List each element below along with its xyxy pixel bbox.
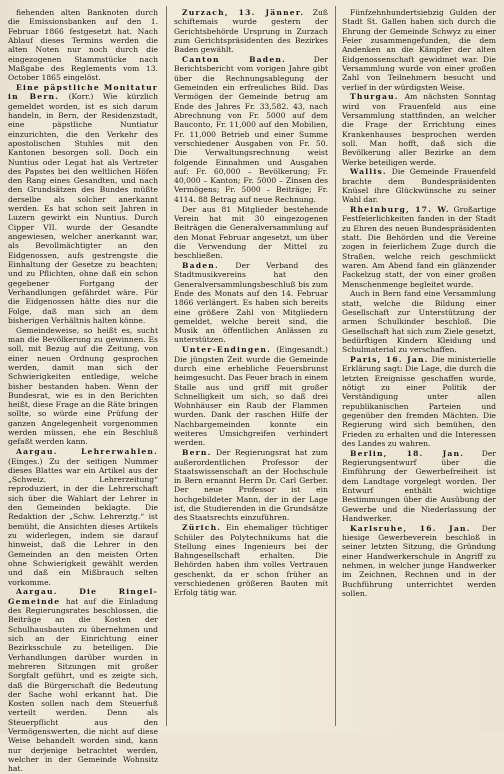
article-text: Die Gemeinde Frauenfeld brachte dem Bundespräsidenten Knüsel ihre Glückwünsche zu seiner Wahl dar. <box>342 167 496 205</box>
article-paragraph <box>174 205 328 261</box>
article-dateline: Berlin, 18. Jan. <box>350 448 465 458</box>
article-paragraph <box>342 289 496 354</box>
article-text: (Korr.) Wie kürzlich gemeldet worden, ist es sich darum handeln, in Bern, der Residenzstadt, eine päpstliche Nuntiatur einzurichten, die den Verkehr des apostolischen Stuhles mit den Kantonen besorgen soll. Doch ein Nuntius oder Legat hat als Vertreter des Papstes bei den weltlichen Höfen den Rang eines Gesandten, und nach den Grundsätzen des Bundes müßte derselbe als solcher anerkannt werden. Es hat schon seit Jahren in Luzern gewirkt ein Nuntius. Durch Cipper VII. wurde der Gesandte angewiesen, welcher anerkannt war, als Bevollmächtigter an den Eidgenossen, aufs gestrengste die Einhaltung der Gesetze zu beachten; und zu Pflichten, ohne daß ein schon gegebener Fortgang der Verhandlungen gefährdet wäre. Für die Eidgenossen hätte dies nur die Folge, daß man sich an dem bisherigen Verhältnis halten könne. <box>8 92 158 325</box>
column-divider <box>335 6 336 726</box>
article-text: Die ministerielle Erklärung sagt: Die Lage, die durch die letzten Ereignisse geschaffen wurde, nötigt zu einer Politik der Verständigung unter allen republikanischen Parteien und gegenüber den fremden Mächten. Die Regierung wird sich bemühen, den Frieden zu erhalten und die Interessen des Landes zu wahren. <box>342 355 496 448</box>
article-text: Fünfzehnhundertsiebzig Gulden der Stadt St. Gallen haben sich durch die Ehrung der Gemeinde Schwyz zu einer Feier zusammengefunden, die dem Andenken an die Kämpfer der alten Eidgenossenschaft gewidmet war. Die Versammlung wurde von einer großen Zahl von Teilnehmern besucht und verlief in der würdigsten Weise. <box>342 8 496 92</box>
article-paragraph <box>8 8 158 83</box>
column-divider <box>166 6 167 726</box>
article-dateline: Zurzach, 13. Jänner. <box>182 8 305 17</box>
article-paragraph <box>342 92 496 167</box>
article-column-1 <box>8 8 158 774</box>
article-text: Am nächsten Sonntag wird von Frauenfeld aus eine Versammlung stattfinden, an welcher die Frage der Errichtung eines Krankenhauses besprochen werden soll. Man hofft, daß sich die Bevölkerung aller Bezirke an dem Werke beteiligen werde. <box>342 92 496 167</box>
article-paragraph <box>342 167 496 204</box>
article-text: Der Regierungsrat hat zum außerordentlichen Professor der Staatswissenschaft an der Hochschule in Bern ernannt Herrn Dr. Carl Gerber. Der neue Professor ist ein hochgebildeter Mann, der in der Lage ist, die Studierenden in die Grundsätze des Staatsrechts einzuführen. <box>174 448 328 523</box>
article-paragraph <box>174 345 328 447</box>
article-dateline: Zürich. <box>182 523 222 533</box>
article-text: Zuß schiftemais wurde gestern der Gerichtsbehörde Ursprung in Zurzach zum Gerichtspräsidenten des Bezirkes Baden gewählt. <box>174 8 329 55</box>
article-dateline: Canton Baden. <box>182 55 286 65</box>
article-paragraph <box>8 326 158 447</box>
article-paragraph <box>342 524 496 599</box>
article-column-3 <box>342 8 496 724</box>
article-paragraph <box>8 83 158 325</box>
article-dateline: Rheinburg, 17. W. <box>350 205 450 215</box>
article-paragraph <box>174 261 328 345</box>
article-paragraph <box>342 205 496 289</box>
article-text: Gemeindeweise, so heißt es, sucht man die Bevölkerung zu gewinnen. Es soll, mit Bezug auf die Zeitung, von einer neuen Ordnung gesprochen werden, damit man sich der Schwierigkeiten entledige, welche bisher bestanden haben. Wenn der Bundesrat, wie es in den Berichten heißt, diese Frage an die Räte bringen sollte, so würde eine Prüfung der ganzen Angelegenheit vorgenommen werden müssen, ehe ein Beschluß gefaßt werden kann. <box>8 325 158 447</box>
article-paragraph <box>342 355 496 448</box>
article-text: Ein ehemaliger tüchtiger Schüler des Polytechnikums hat die Stellung eines Ingenieurs bei der Bahngesellschaft erhalten. Die Behörden haben ihm volles Vertrauen geschenkt, da er schon früher an verschiedenen größeren Bauten mit Erfolg tätig war. <box>174 523 328 598</box>
article-text: Der Berichtsbericht vom vorigen Jahre gibt über die Rechnungsablegung der Gemeinden ein erfreuliches Bild. Das Vermögen der Gemeinde betrug am Ende des Jahres Fr. 33,582. 43, nach Abrechnung von Fr. 5000 auf dem Bauconto, Fr. 11,000 auf den Mobilien, Fr. 11,000 Betrieb und einer Summe verschiedener Ausgaben von Fr. 50. Die Verwaltungsrechnung weist folgende Einnahmen und Ausgaben auf: Fr. 60,000 – Bevölkerung; Fr. 40,000 – Kanton; Fr. 5000 – Zinsen des Vermögens; Fr. 5000 – Beiträge; Fr. 4114. 88 Betrag auf neue Rechnung. <box>174 55 328 204</box>
article-paragraph <box>342 449 496 524</box>
article-text: Großartige Festfeierlichkeiten fanden in der Stadt zu Ehren des neuen Bundespräsidenten statt. Die Behörden und die Vereine zogen in feierlichem Zuge durch die Straßen, welche reich geschmückt waren. Am Abend fand ein glänzender Fackelzug statt, der von einer großen Menschenmenge begleitet wurde. <box>342 205 496 289</box>
article-dateline: Eine päpstliche Monitatur in Bern. <box>8 83 158 102</box>
article-paragraph <box>342 8 496 92</box>
article-paragraph <box>174 448 328 523</box>
article-text: (Eingesandt.) Die jüngsten Zeit wurde die Gemeinde durch eine erhebliche Feuersbrunst heimgesucht. Das Feuer brach in einem Stalle aus und griff mit großer Schnelligkeit um sich, so daß drei Wohnhäuser ein Raub der Flammen wurden. Dank der raschen Hilfe der Nachbargemeinden konnte ein weiteres Umsichgreifen verhindert werden. <box>174 345 328 448</box>
article-dateline: Baden. <box>182 260 219 270</box>
article-text: Der Regierungsentwurf über die Einführung der Gewerbefreiheit ist dem Landtage vorgelegt worden. Der Entwurf enthält wichtige Bestimmungen über die Ausübung der Gewerbe und die Niederlassung der Handwerker. <box>342 448 496 523</box>
article-dateline: Aargau. Die Ringel-Gemeinde <box>8 587 158 606</box>
article-text: Der aus 81 Mitglieder bestehende Verein hat mit 30 eingezogenen Beiträgen die Generalversammlung auf den Monat Februar angesetzt, um über die Verwendung der Mittel zu beschließen. <box>174 204 328 261</box>
article-text: fiehenden alten Banknoten durch die Emissionsbanken auf den 1. Februar 1866 festgesetzt hat. Nach Ablauf dieses Termins werden die alten Noten nur noch durch die eingezogenen Stammstücke nach Maßgabe des Reglements vom 13. October 1865 eingelöst. <box>8 8 158 83</box>
article-column-2 <box>174 8 328 724</box>
article-paragraph <box>8 447 158 587</box>
article-dateline: Paris, 16. Jan. <box>350 355 429 365</box>
article-paragraph <box>174 8 328 55</box>
article-dateline: Thurgau. <box>350 92 399 102</box>
article-dateline: Aargau. Lehrerwahlen. <box>16 447 158 457</box>
article-text: Auch in Bern fand eine Versammlung statt, welche die Bildung einer Gesellschaft zur Unterstützung der armen Schulkinder beschloß. Die Gesellschaft hat sich zum Ziele gesetzt, bedürftigen Kindern Kleidung und Schulmaterial zu verschaffen. <box>342 289 496 355</box>
article-text: hat auf die Einladung des Regierungsrates beschlossen, die Beiträge an die Kosten der Schulhausbauten zu übernehmen und sich an der Einrichtung einer Bezirksschule zu beteiligen. Die Verhandlungen darüber wurden in mehreren Sitzungen mit großer Sorgfalt geführt, und es zeigte sich, daß die Bürgerschaft die Bedeutung der Sache wohl erkannt hat. Die Kosten sollen nach dem Steuerfuß verteilt werden. Denn als Steuerpflicht aus den Vermögenswerten, die nicht auf diese Weise behandelt worden sind, kann nur derjenige betrachtet werden, welcher in der Gemeinde Wohnsitz hat. <box>8 596 158 774</box>
article-dateline: Unter-Endingen. <box>182 345 271 355</box>
article-text: Der Verband des Stadtmusikvereins hat den Generalversammlungsbeschluß bis zum Ende des Monats auf den 14. Februar 1866 verlängert. Es haben sich bereits eine größere Zahl von Mitgliedern gemeldet, welche bereit sind, die Musik an öffentlichen Anlässen zu unterstützen. <box>174 260 328 345</box>
article-paragraph <box>174 55 328 204</box>
article-text: Der hiesige Gewerbeverein beschloß in seiner letzten Sitzung, die Gründung einer Handwerkerschule in Angriff zu nehmen, in welcher junge Handwerker im Zeichnen, Rechnen und in der Buchführung unterrichtet werden sollen. <box>342 523 496 598</box>
article-paragraph <box>174 523 328 598</box>
article-dateline: Karlsruhe, 16. Jan. <box>350 523 471 533</box>
article-dateline: Bern. <box>182 448 212 458</box>
article-text: (Einges.) Zu der seitigen Nummer dieses Blattes war ein Artikel aus der „Schweiz. Lehrerzeitung“ reproduziert, in der die Lehrerschaft sich über die Wahlart der Lehrer in den Gemeinden beklagte. Die Redaktion der „Schw. Lehrerztg.“ ist bemüht, die Ansichten dieses Artikels zu widerlegen, indem sie darauf hinweist, daß die Lehrer in den Gemeinden an den meisten Orten ohne Schwierigkeit gewählt werden und daß ein Mißbrauch selten vorkomme. <box>8 456 158 587</box>
article-paragraph <box>8 587 158 773</box>
article-dateline: Wallis. <box>350 167 387 177</box>
